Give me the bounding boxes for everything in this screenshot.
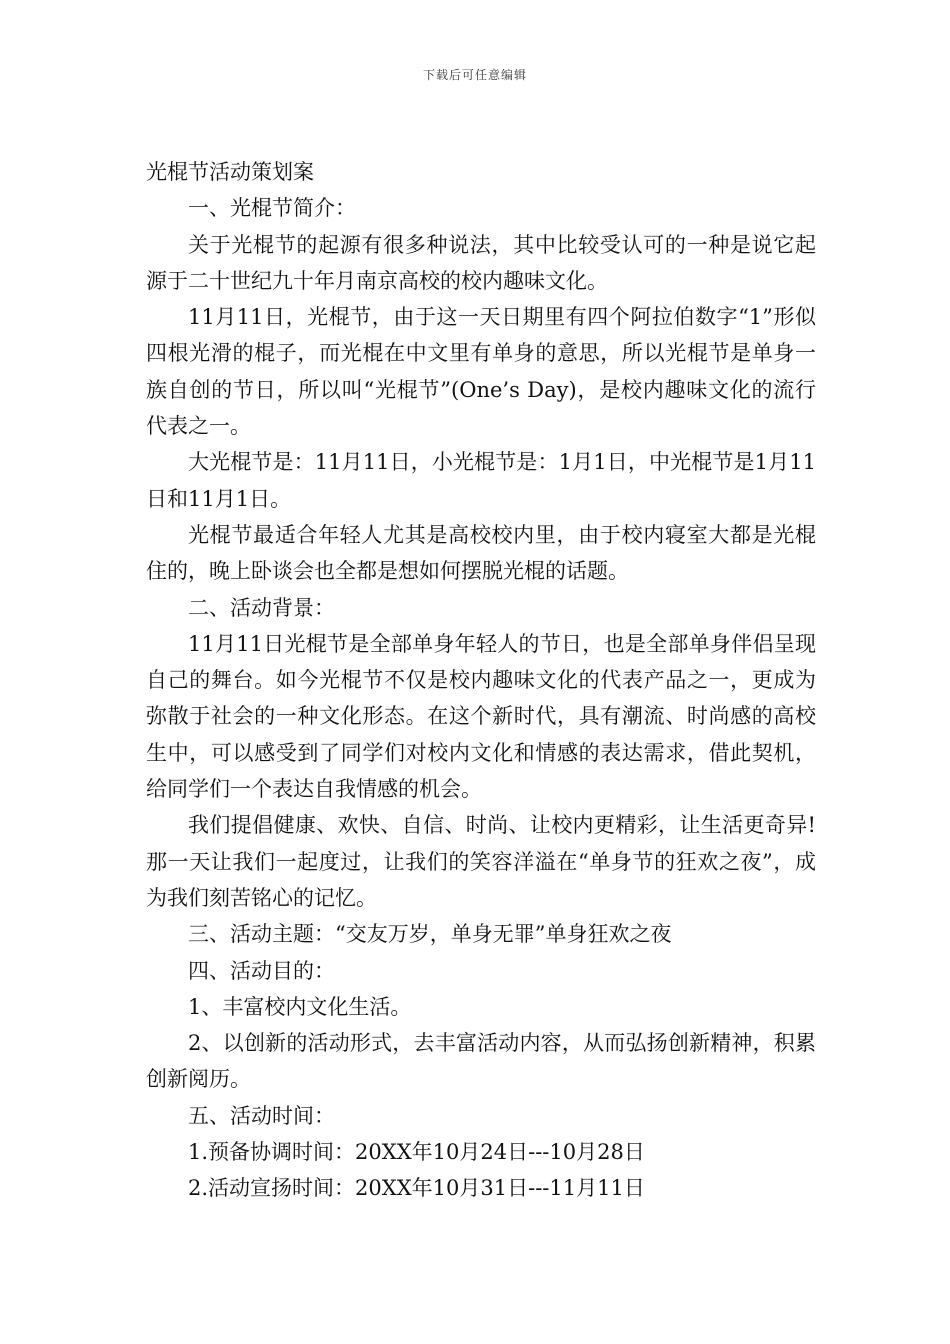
section-heading-background: 二、活动背景： bbox=[188, 595, 335, 620]
section-heading-time: 五、活动时间： bbox=[188, 1103, 335, 1128]
paragraph-background: 11月11日光棍节是全部单身年轻人的节日，也是全部单身伴侣呈现自己的舞台。如今光棍节不仅是校内趣味文化的代表产品之一，更成为弥散于社会的一种文化形态。在这个新时代，具有潮流、时尚感的高校生中，可以感受到了同学们对校内文化和情感的表达需求，借此契机，给同学们一个表达自我情感的机会。 bbox=[146, 631, 816, 802]
paragraph-advocacy: 我们提倡健康、欢快、自信、时尚、让校内更精彩，让生活更奇异!那一天让我们一起度过，让我们的笑容洋溢在“单身节的狂欢之夜”，成为我们刻苦铭心的记忆。 bbox=[146, 813, 816, 910]
document-body bbox=[146, 154, 816, 1207]
document-title: 光棍节活动策划案 bbox=[146, 160, 314, 184]
paragraph-meaning: 11月11日，光棍节，由于这一天日期里有四个阿拉伯数字“1”形似四根光滑的棍子，而光棍在中文里有单身的意思，所以光棍节是单身一族自创的节日，所以叫“光棍节”(One’s Day)，是校内趣味文化的流行代表之一。 bbox=[146, 305, 816, 439]
paragraph-campus: 光棍节最适合年轻人尤其是高校校内里，由于校内寝室大都是光棍住的，晚上卧谈会也全都是想如何摆脱光棍的话题。 bbox=[146, 522, 816, 584]
section-heading-theme: 三、活动主题：“交友万岁，单身无罪”单身狂欢之夜 bbox=[188, 922, 672, 947]
page-header: 下载后可任意编辑 bbox=[422, 68, 527, 82]
paragraph-origin: 关于光棍节的起源有很多种说法，其中比较受认可的一种是说它起源于二十世纪九十年月南京高校的校内趣味文化。 bbox=[146, 232, 816, 293]
paragraph-variants: 大光棍节是：11月11日，小光棍节是：1月1日，中光棍节是1月11日和11月1日。 bbox=[146, 450, 816, 511]
list-item-purpose-2: 2、以创新的活动形式，去丰富活动内容，从而弘扬创新精神，积累创新阅历。 bbox=[146, 1031, 816, 1092]
section-heading-purpose: 四、活动目的： bbox=[188, 958, 335, 983]
list-item-time-1: 1.预备协调时间：20XX年10月24日---10月28日 bbox=[188, 1140, 645, 1165]
list-item-purpose-1: 1、丰富校内文化生活。 bbox=[188, 994, 412, 1019]
list-item-time-2: 2.活动宣扬时间：20XX年10月31日---11月11日 bbox=[188, 1176, 645, 1201]
section-heading-intro: 一、光棍节简介： bbox=[188, 196, 356, 221]
